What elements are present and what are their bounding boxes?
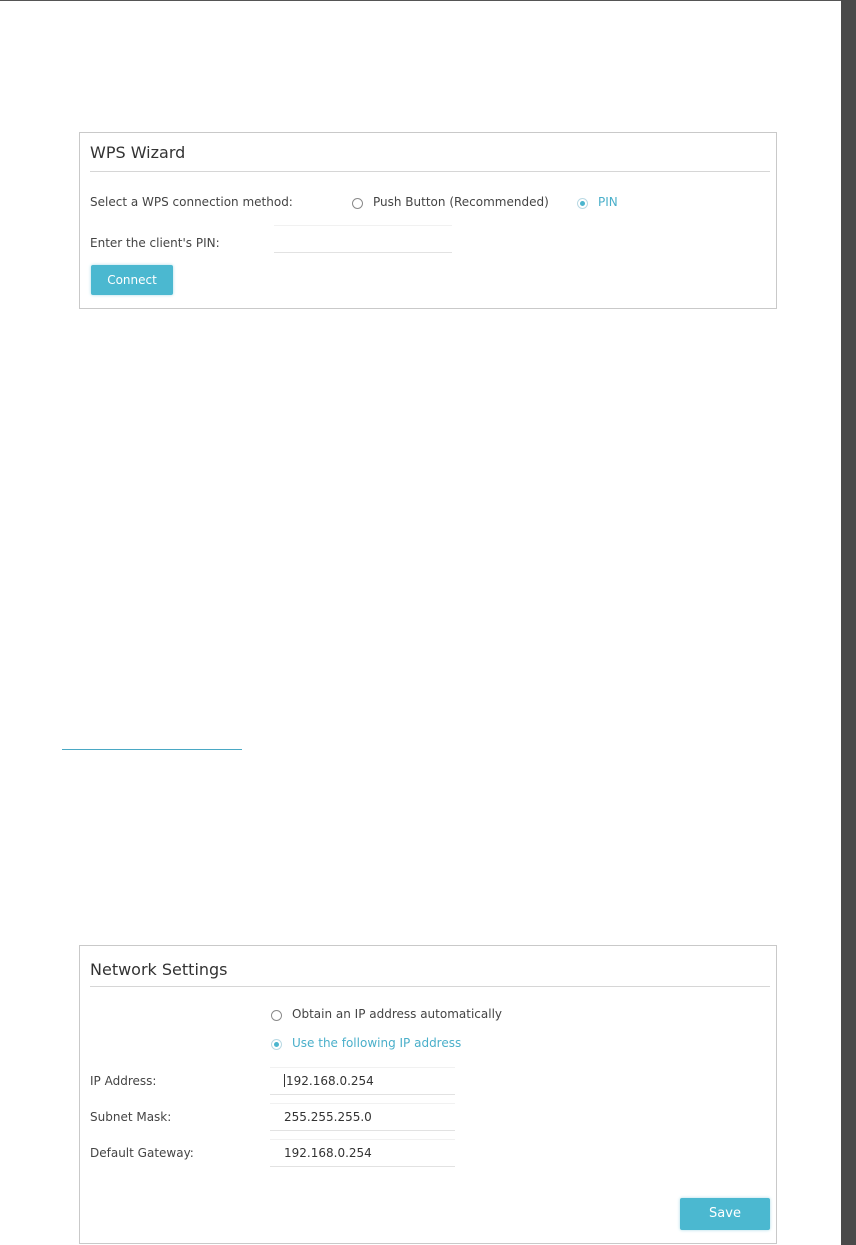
option-use-following-ip-label[interactable]: Use the following IP address <box>292 1036 462 1050</box>
wps-wizard-panel <box>79 132 777 309</box>
wps-method-label: Select a WPS connection method: <box>90 195 293 209</box>
save-button[interactable]: Save <box>680 1198 770 1230</box>
wps-pin-label: Enter the client's PIN: <box>90 236 220 250</box>
page-edge-bar <box>841 0 856 1245</box>
wps-radio-push-button[interactable] <box>352 198 363 209</box>
ip-address-input[interactable] <box>270 1067 455 1095</box>
default-gateway-label: Default Gateway: <box>90 1146 194 1160</box>
ip-address-value: 192.168.0.254 <box>286 1074 374 1088</box>
text-cursor <box>284 1074 285 1087</box>
wps-wizard-title: WPS Wizard <box>90 143 186 162</box>
wps-option-pin-label[interactable]: PIN <box>598 195 618 209</box>
default-gateway-input[interactable]: 192.168.0.254 <box>270 1139 455 1167</box>
wps-option-push-button-label[interactable]: Push Button (Recommended) <box>373 195 549 209</box>
radio-use-following-ip[interactable] <box>271 1039 282 1050</box>
radio-obtain-ip-automatically[interactable] <box>271 1010 282 1021</box>
wps-connect-button[interactable]: Connect <box>91 265 173 295</box>
network-settings-title: Network Settings <box>90 960 228 979</box>
wps-title-divider <box>90 171 770 172</box>
option-obtain-ip-label[interactable]: Obtain an IP address automatically <box>292 1007 503 1021</box>
wps-pin-input[interactable] <box>274 225 452 253</box>
network-title-divider <box>90 986 770 987</box>
ip-address-label: IP Address: <box>90 1074 157 1088</box>
subnet-mask-input[interactable]: 255.255.255.0 <box>270 1103 455 1131</box>
subnet-mask-label: Subnet Mask: <box>90 1110 172 1124</box>
wps-radio-pin[interactable] <box>577 198 588 209</box>
hyperlink-underline <box>62 749 242 750</box>
page-top-rule <box>0 0 841 1</box>
network-settings-panel <box>79 945 777 1244</box>
